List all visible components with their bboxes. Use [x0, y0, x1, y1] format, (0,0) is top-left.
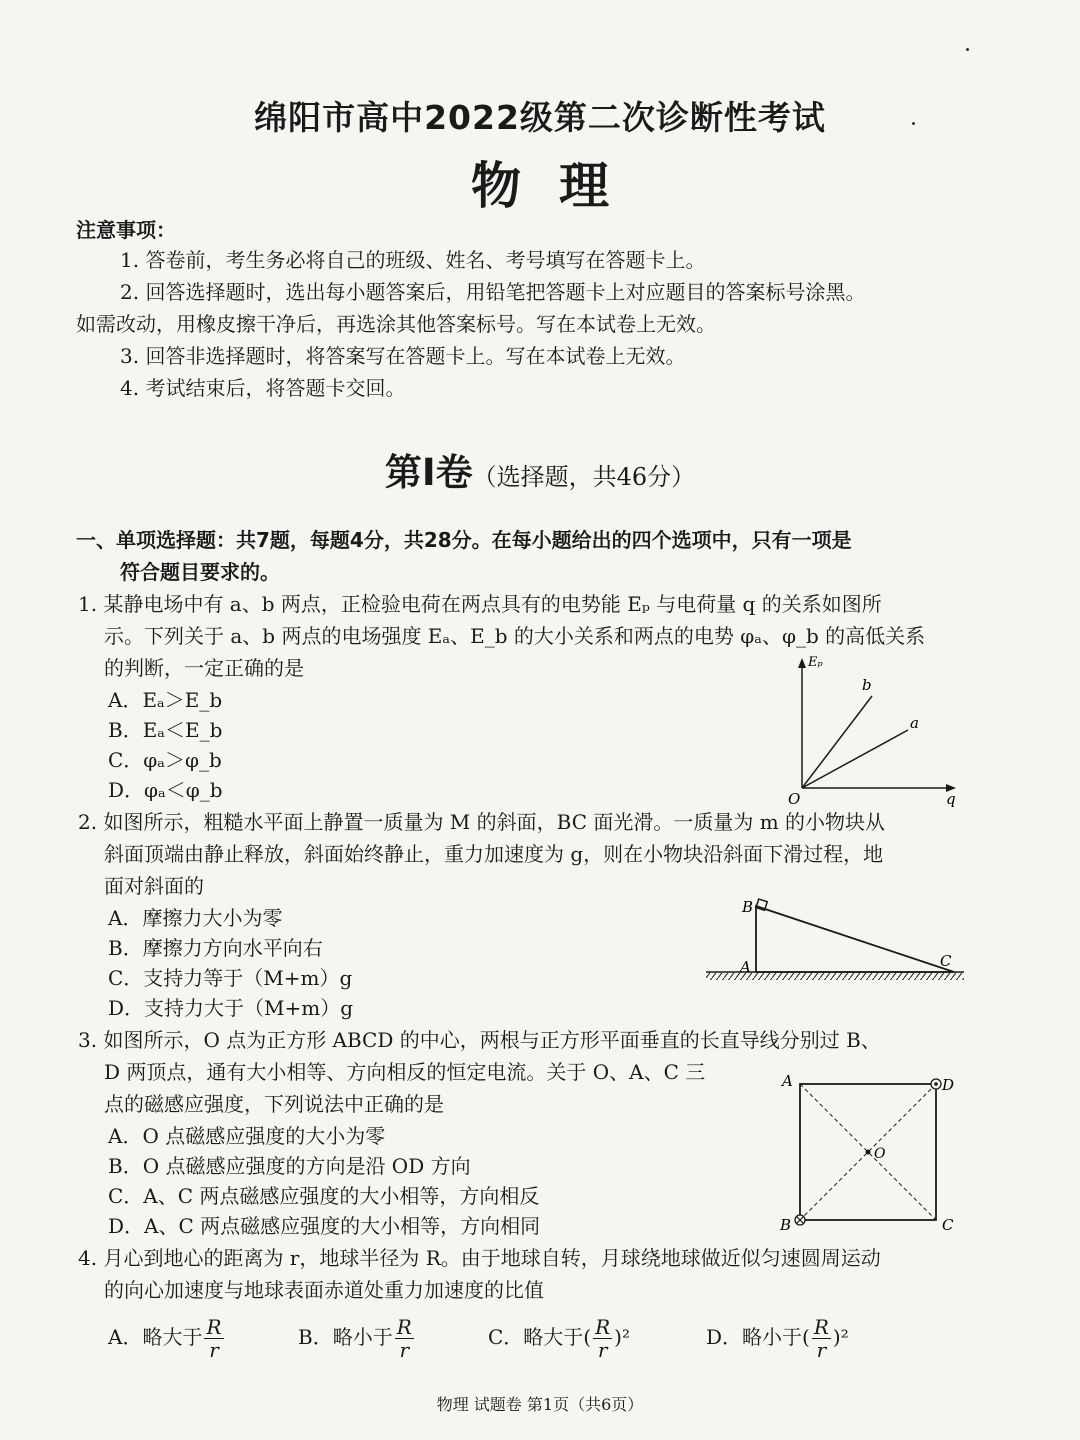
q1-option-c: C．φₐ＞φ_b: [108, 748, 222, 772]
q4-option-b-fraction: [395, 1316, 414, 1361]
q4-option-d: [706, 1316, 849, 1361]
q4-option-d-power: )²: [832, 1325, 849, 1349]
subject-title: 物理: [471, 157, 647, 215]
section-title-main: 第I卷: [384, 451, 473, 494]
q2-figure: [700, 890, 970, 994]
q2-a-label: A: [740, 958, 751, 976]
q1-line-3: 的判断，一定正确的是: [104, 656, 304, 680]
notes-line-5: 4. 考试结束后，将答题卡交回。: [120, 376, 406, 400]
q3-option-a: A．O 点磁感应强度的大小为零: [108, 1124, 386, 1148]
q1-line-a: [802, 730, 908, 788]
q2-option-a: A．摩擦力大小为零: [108, 906, 283, 930]
q1-a-label: a: [910, 714, 919, 732]
q4-line-2: 的向心加速度与地球表面赤道处重力加速度的比值: [104, 1278, 544, 1302]
q1-y-arrow: [798, 658, 806, 668]
q3-center-point: [866, 1150, 871, 1155]
section-title: [0, 442, 1080, 496]
notes-line-3: 如需改动，用橡皮擦干净后，再选涂其他答案标号。写在本试卷上无效。: [76, 312, 716, 336]
q1-origin-label: O: [788, 790, 801, 808]
q2-b-label: B: [742, 898, 754, 916]
q1-line-b: [802, 696, 872, 788]
q1-line-1: 1. 某静电场中有 a、b 两点，正检验电荷在两点具有的电势能 Eₚ 与电荷量 q 的关系如图所: [78, 592, 882, 616]
notes-line-2: 2. 回答选择题时，选出每小题答案后，用铅笔把答题卡上对应题目的答案标号涂黑。: [120, 280, 866, 304]
q2-incline: [756, 906, 954, 972]
q1-y-label: Eₚ: [808, 655, 823, 670]
q1-figure: [780, 652, 970, 814]
q3-current-out-dot: [934, 1082, 938, 1086]
q1-line-2: 示。下列关于 a、b 两点的电场强度 Eₐ、E_b 的大小关系和两点的电势 φₐ、φ_b 的高低关系: [104, 624, 926, 648]
q4-option-d-den: r: [816, 1338, 827, 1362]
q4-option-c: [488, 1316, 630, 1361]
part-head-line-1: 一、单项选择题：共7题，每题4分，共28分。在每小题给出的四个选项中，只有一项是: [76, 528, 852, 552]
q2-line-2: 斜面顶端由静止释放，斜面始终静止，重力加速度为 g，则在小物块沿斜面下滑过程，地: [104, 842, 884, 866]
q3-d-label: D: [942, 1076, 955, 1094]
q4-option-b: [298, 1316, 416, 1361]
q3-c-label: C: [942, 1216, 954, 1234]
q4-option-b-num: R: [396, 1315, 412, 1339]
q4-option-c-prefix: C．略大于(: [488, 1325, 592, 1349]
q2-line-1: 2. 如图所示，粗糙水平面上静置一质量为 M 的斜面，BC 面光滑。一质量为 m 的小物块从: [78, 810, 886, 834]
q1-option-b: B．Eₐ＜E_b: [108, 718, 223, 742]
q2-block: [756, 899, 767, 910]
q3-a-label: A: [782, 1072, 793, 1090]
q3-figure: [776, 1066, 966, 1240]
q4-option-a: [108, 1316, 226, 1361]
q4-option-c-num: R: [595, 1315, 611, 1339]
q3-line-1: 3. 如图所示，O 点为正方形 ABCD 的中心，两根与正方形平面垂直的长直导线分别过 B、: [78, 1028, 881, 1052]
notes-heading: 注意事项：: [76, 218, 176, 242]
q3-line-2: D 两顶点，通有大小相等、方向相反的恒定电流。关于 O、A、C 三: [104, 1060, 706, 1084]
q2-c-label: C: [940, 952, 952, 970]
scan-speck: [966, 48, 969, 51]
section-title-sub: （选择题，共46分）: [472, 463, 696, 491]
q1-x-label: q: [946, 790, 956, 808]
q4-option-c-fraction: [593, 1316, 612, 1361]
q3-line-3: 点的磁感应强度，下列说法中正确的是: [104, 1092, 444, 1116]
q3-option-b: B．O 点磁感应强度的方向是沿 OD 方向: [108, 1154, 471, 1178]
q3-b-label: B: [780, 1216, 792, 1234]
notes-line-1: 1. 答卷前，考生务必将自己的班级、姓名、考号填写在答题卡上。: [120, 248, 706, 272]
part-head-line-2: 符合题目要求的。: [120, 560, 280, 584]
q4-option-c-den: r: [597, 1338, 608, 1362]
q4-option-d-prefix: D．略小于(: [706, 1325, 810, 1349]
q4-option-c-power: )²: [614, 1325, 630, 1349]
q1-option-d: D．φₐ＜φ_b: [108, 778, 223, 802]
q2-option-b: B．摩擦力方向水平向右: [108, 936, 323, 960]
q3-option-c: C．A、C 两点磁感应强度的大小相等，方向相反: [108, 1184, 540, 1208]
q4-option-a-den: r: [209, 1338, 219, 1362]
q3-option-d: D．A、C 两点磁感应强度的大小相等，方向相同: [108, 1214, 541, 1238]
q4-option-d-num: R: [813, 1315, 829, 1339]
q3-o-label: O: [874, 1146, 886, 1162]
q4-option-a-prefix: A．略大于: [108, 1325, 203, 1349]
q1-option-a: A．Eₐ＞E_b: [108, 688, 223, 712]
page-footer: 物理 试题卷 第1页（共6页）: [436, 1395, 644, 1414]
notes-line-4: 3. 回答非选择题时，将答案写在答题卡上。写在本试卷上无效。: [120, 344, 686, 368]
q4-option-a-num: R: [206, 1315, 222, 1339]
q1-b-label: b: [862, 676, 872, 694]
q4-line-1: 4. 月心到地心的距离为 r，地球半径为 R。由于地球自转，月球绕地球做近似匀速圆周运动: [78, 1246, 881, 1270]
exam-title: 绵阳市高中2022级第二次诊断性考试: [254, 98, 826, 137]
q2-option-c: C．支持力等于（M+m）g: [108, 966, 353, 990]
q4-option-b-prefix: B．略小于: [298, 1325, 393, 1349]
q4-option-d-fraction: [812, 1316, 831, 1361]
q4-option-b-den: r: [399, 1338, 410, 1362]
q2-line-3: 面对斜面的: [104, 874, 204, 898]
q2-option-d: D．支持力大于（M+m）g: [108, 996, 354, 1020]
q4-option-a-fraction: [204, 1316, 223, 1361]
